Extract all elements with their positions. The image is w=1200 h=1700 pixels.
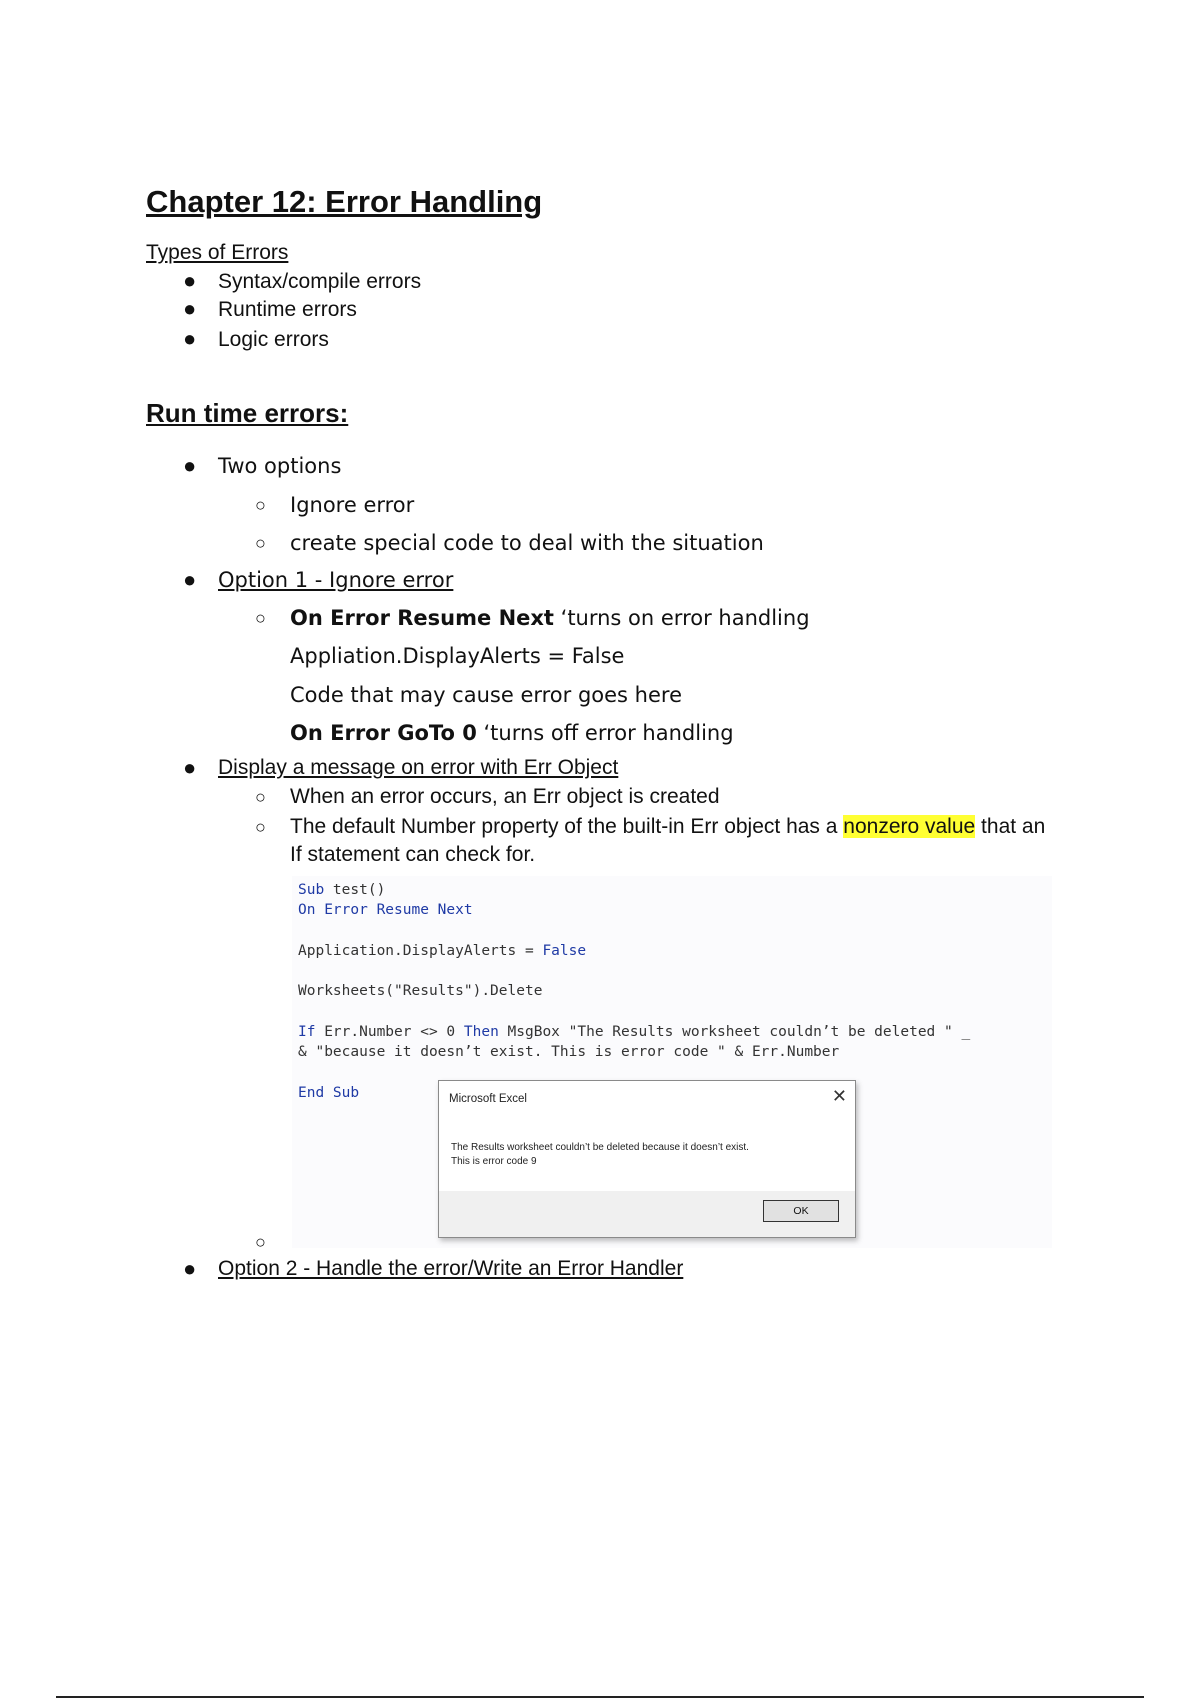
sub-bullet: ○	[255, 817, 266, 837]
display-heading: Display a message on error with Err Object	[218, 756, 619, 779]
list-item: Two options	[218, 454, 342, 478]
display-sub-2	[290, 813, 1045, 841]
code-keyword: Sub	[298, 882, 325, 898]
code-keyword: On Error Resume Next	[290, 606, 554, 630]
sub-list-item: create special code to deal with the situation	[290, 531, 764, 555]
text-span: that an	[975, 815, 1046, 838]
code-line: On Error Resume Next	[298, 902, 473, 918]
code-text: Err.Number <> 0	[315, 1024, 464, 1040]
display-sub-1: When an error occurs, an Err object is created	[290, 785, 720, 808]
dialog-footer	[439, 1191, 855, 1237]
sub-bullet: ○	[255, 495, 266, 515]
code-line	[298, 880, 385, 900]
sub-bullet: ○	[255, 533, 266, 553]
sub-bullet: ○	[255, 1232, 266, 1252]
code-keyword: Then	[463, 1024, 499, 1040]
dialog-message	[451, 1141, 749, 1169]
option1-line-2: Appliation.DisplayAlerts = False	[290, 644, 625, 668]
dialog-message-line: The Results worksheet couldn’t be deleted because it doesn’t exist.	[451, 1142, 749, 1153]
highlighted-text: nonzero value	[843, 815, 976, 838]
option1-line-1	[290, 604, 810, 632]
sub-bullet: ○	[255, 787, 266, 807]
text-span: The default Number property of the built-in Err object has a	[290, 815, 844, 838]
excel-message-dialog	[438, 1080, 856, 1238]
close-icon[interactable]: ✕	[831, 1086, 847, 1106]
code-keyword: If	[298, 1024, 316, 1040]
list-item: Syntax/compile errors	[218, 270, 422, 293]
code-line	[298, 941, 586, 961]
list-item: Logic errors	[218, 328, 329, 351]
code-line: Worksheets("Results").Delete	[298, 983, 543, 999]
code-text: test()	[324, 882, 386, 898]
code-keyword: False	[542, 943, 587, 959]
code-comment: ‘turns on error handling	[553, 606, 810, 630]
list-item: Runtime errors	[218, 298, 357, 321]
code-line: & "because it doesn’t exist. This is error code " & Err.Number	[298, 1044, 840, 1060]
section-title: Run time errors:	[146, 398, 349, 428]
display-sub-2-continued: If statement can check for.	[290, 843, 536, 866]
code-text: Application.DisplayAlerts =	[298, 943, 543, 959]
bullet: ●	[183, 326, 197, 351]
sub-list-item: Ignore error	[290, 493, 415, 517]
bullet: ●	[183, 1256, 197, 1281]
code-keyword: On Error GoTo 0	[290, 721, 477, 745]
bullet: ●	[183, 268, 197, 293]
bullet: ●	[183, 755, 197, 780]
code-line: End Sub	[298, 1085, 360, 1101]
types-heading: Types of Errors	[146, 241, 289, 264]
dialog-message-line: This is error code 9	[451, 1156, 537, 1167]
code-line	[298, 1022, 970, 1042]
code-text: MsgBox "The Results worksheet couldn’t be deleted " _	[498, 1024, 971, 1040]
footer-divider	[56, 1696, 1144, 1698]
option2-heading: Option 2 - Handle the error/Write an Error Handler	[218, 1257, 684, 1280]
ok-button[interactable]: OK	[763, 1200, 839, 1222]
dialog-title: Microsoft Excel	[449, 1093, 527, 1105]
option1-heading: Option 1 - Ignore error	[218, 568, 454, 592]
option1-line-3: Code that may cause error goes here	[290, 683, 682, 707]
option1-line-4	[290, 719, 734, 747]
bullet: ●	[183, 567, 197, 592]
code-comment: ‘turns off error handling	[476, 721, 734, 745]
bullet: ●	[183, 453, 197, 478]
bullet: ●	[183, 296, 197, 321]
page-title: Chapter 12: Error Handling	[146, 184, 543, 219]
sub-bullet: ○	[255, 608, 266, 628]
